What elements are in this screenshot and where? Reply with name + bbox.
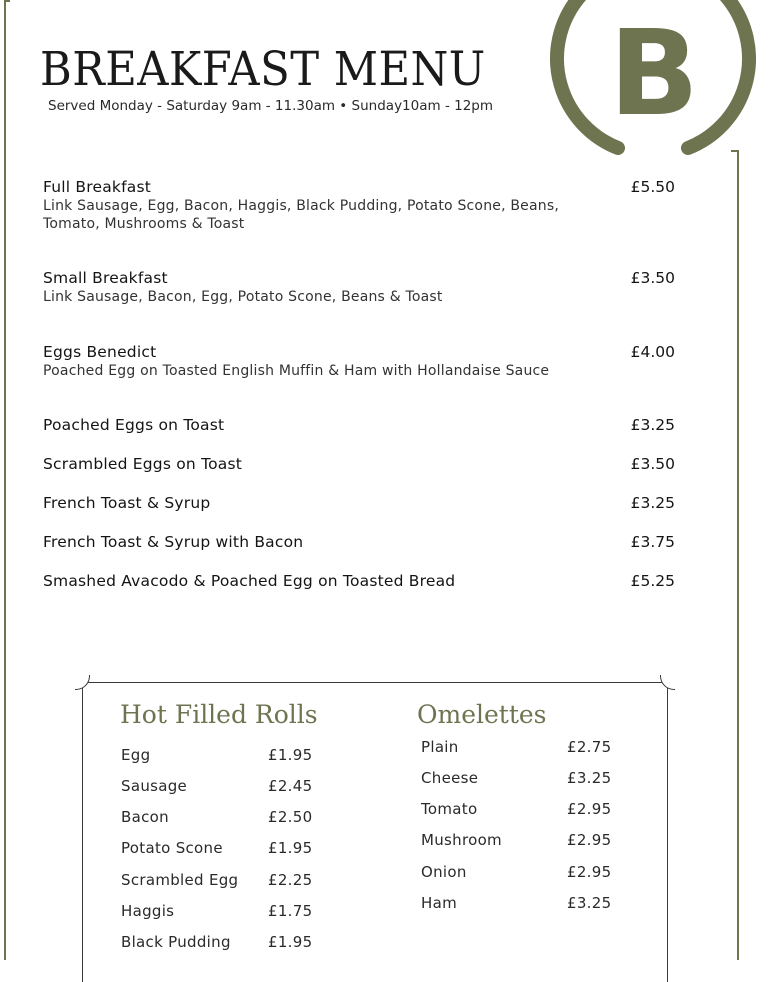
menu-item [43,455,675,474]
rolls-item-price: £2.25 [268,871,313,889]
rolls-item [121,777,313,795]
menu-item [43,572,675,591]
omelette-item-name: Plain [421,738,459,756]
omelette-item-name: Tomato [421,800,478,818]
box-corner [660,675,675,690]
rolls-item-name: Bacon [121,808,169,826]
menu-item-description: Poached Egg on Toasted English Muffin & Ham with Hollandaise Sauce [43,363,550,379]
omelette-item-name: Cheese [421,769,479,787]
menu-item-name: Scrambled Eggs on Toast [43,455,243,473]
omelette-item-price: £3.25 [567,894,612,912]
menu-item-price: £5.25 [630,572,675,590]
logo-letter: B [609,4,699,142]
left-frame-curl [4,0,10,2]
menu-item-name: Small Breakfast [43,269,168,287]
menu-item-price: £5.50 [630,178,675,196]
right-frame-line [737,150,739,960]
omelette-item-price: £2.95 [567,831,612,849]
menu-item-name: Eggs Benedict [43,343,157,361]
omelettes-title: Omelettes [417,700,547,729]
rolls-item [121,871,313,889]
rolls-item-name: Haggis [121,902,175,920]
rolls-item-price: £1.95 [268,839,313,857]
omelette-item-price: £3.25 [567,769,612,787]
menu-item-price: £3.25 [630,494,675,512]
omelette-item-price: £2.95 [567,800,612,818]
rolls-item-name: Black Pudding [121,933,231,951]
menu-item-name: Full Breakfast [43,178,152,196]
omelette-item [421,863,612,881]
rolls-item [121,839,313,857]
menu-item-price: £3.50 [630,269,675,287]
page-title: BREAKFAST MENU [40,42,486,97]
omelette-item-name: Onion [421,863,467,881]
left-frame-line [4,0,6,960]
menu-item [43,269,675,306]
rolls-item [121,933,313,951]
menu-item-price: £3.25 [630,416,675,434]
menu-item-name: French Toast & Syrup [43,494,211,512]
rolls-item-name: Potato Scone [121,839,223,857]
menu-item-price: £4.00 [630,343,675,361]
menu-item-name: Smashed Avacodo & Poached Egg on Toasted Bread [43,572,456,590]
omelette-item [421,769,612,787]
menu-item [43,178,675,233]
rolls-item-price: £2.50 [268,808,313,826]
rolls-item-price: £1.95 [268,746,313,764]
menu-item [43,416,675,435]
menu-item-name: French Toast & Syrup with Bacon [43,533,304,551]
rolls-item [121,902,313,920]
omelette-item-price: £2.95 [567,863,612,881]
menu-item-description: Link Sausage, Bacon, Egg, Potato Scone, Beans & Toast [43,289,443,305]
omelette-item-price: £2.75 [567,738,612,756]
rolls-item-price: £1.75 [268,902,313,920]
rolls-title: Hot Filled Rolls [120,700,318,729]
rolls-item-price: £2.45 [268,777,313,795]
menu-item-price: £3.75 [630,533,675,551]
rolls-item-name: Sausage [121,777,188,795]
rolls-item-name: Scrambled Egg [121,871,239,889]
menu-item-price: £3.50 [630,455,675,473]
menu-item [43,533,675,552]
menu-item-description: Link Sausage, Egg, Bacon, Haggis, Black Pudding, Potato Scone, Beans, Tomato, Mushrooms & Toast [43,198,559,232]
omelette-item-name: Mushroom [421,831,502,849]
omelette-item-name: Ham [421,894,457,912]
menu-item [43,494,675,513]
box-corner [75,675,90,690]
omelette-item [421,738,612,756]
rolls-item [121,808,313,826]
rolls-item-name: Egg [121,746,151,764]
b-logo-icon [548,0,756,168]
rolls-item-price: £1.95 [268,933,313,951]
menu-item-name: Poached Eggs on Toast [43,416,225,434]
omelette-item [421,831,612,849]
rolls-item [121,746,313,764]
omelette-item [421,800,612,818]
menu-item [43,343,675,380]
service-hours: Served Monday - Saturday 9am - 11.30am • Sunday10am - 12pm [48,98,494,114]
omelette-item [421,894,612,912]
